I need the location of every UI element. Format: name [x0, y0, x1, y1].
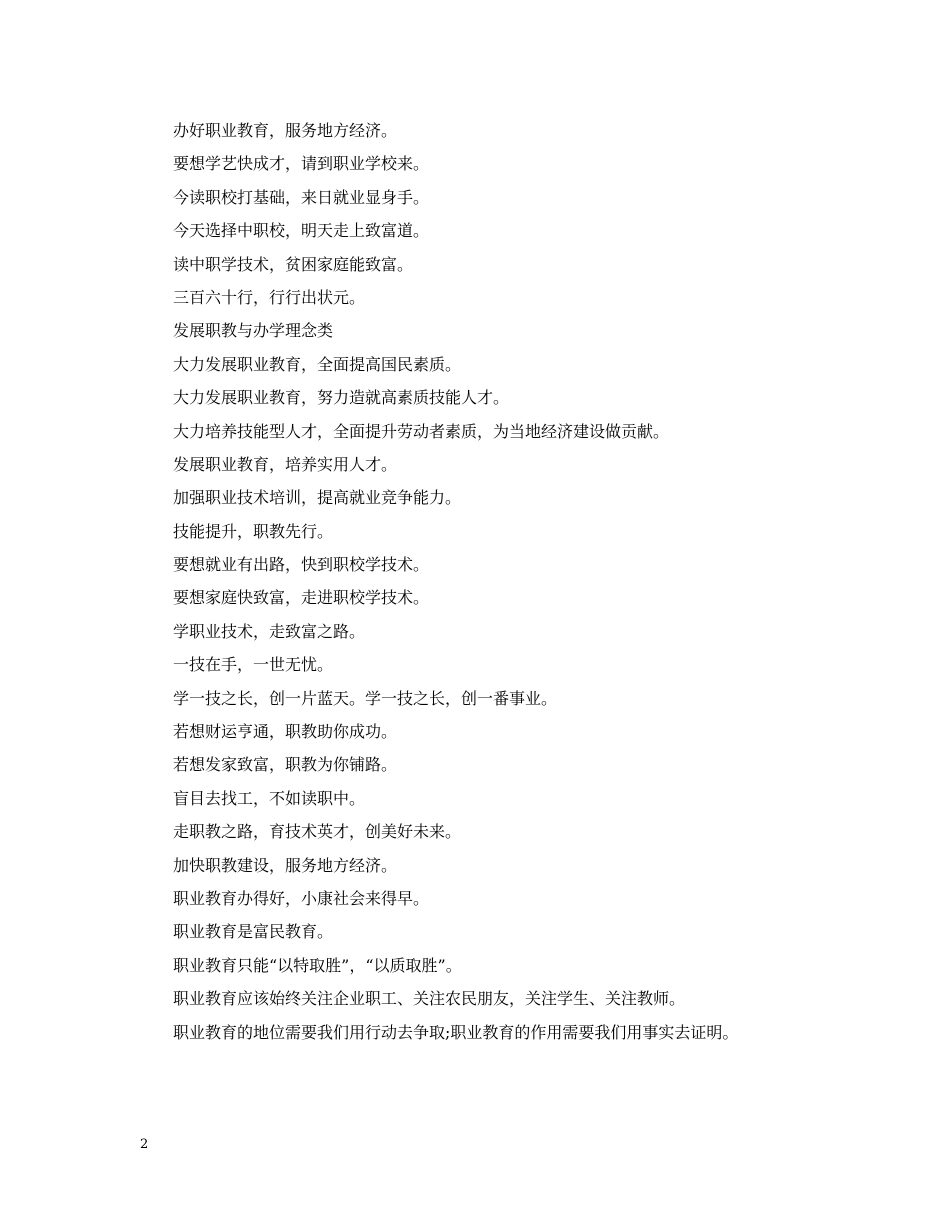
text-line: 读中职学技术，贫困家庭能致富。 — [173, 254, 414, 274]
text-line: 大力培养技能型人才，全面提升劳动者素质，为当地经济建设做贡献。 — [173, 421, 670, 441]
text-line: 办好职业教育，服务地方经济。 — [173, 121, 398, 140]
text-line: 盲目去找工，不如读职中。 — [173, 788, 366, 808]
text-line: 加强职业技术培训，提高就业竞争能力。 — [173, 488, 462, 508]
document-body — [140, 114, 810, 1049]
text-line: 今读职校打基础，来日就业显身手。 — [173, 187, 430, 207]
text-line: 一技在手，一世无忧。 — [173, 655, 334, 675]
text-line: 职业教育办得好，小康社会来得早。 — [173, 888, 430, 908]
text-line: 职业教育应该始终关注企业职工、关注农民朋友，关注学生、关注教师。 — [173, 989, 686, 1009]
text-line: 职业教育是富民教育。 — [173, 922, 334, 942]
text-line: 加快职教建设，服务地方经济。 — [173, 855, 398, 875]
page-number: 2 — [140, 1137, 149, 1152]
text-line: 走职教之路，育技术英才，创美好未来。 — [173, 822, 462, 842]
text-line: 要想家庭快致富，走进职校学技术。 — [173, 588, 430, 608]
text-line: 若想发家致富，职教为你铺路。 — [173, 755, 398, 775]
text-line: 大力发展职业教育，全面提高国民素质。 — [173, 354, 462, 374]
text-line: 发展职业教育，培养实用人才。 — [173, 454, 398, 474]
section-heading: 发展职教与办学理念类 — [173, 321, 334, 341]
text-line: 职业教育只能“以特取胜”，“以质取胜”。 — [173, 955, 462, 975]
text-line: 若想财运亨通，职教助你成功。 — [173, 722, 398, 742]
text-line: 学职业技术，走致富之路。 — [173, 621, 366, 641]
text-line: 三百六十行，行行出状元。 — [173, 287, 366, 307]
final-paragraph: 职业教育的地位需要我们用行动去争取;职业教育的作用需要我们用事实去证明。 — [173, 1022, 739, 1042]
text-line: 今天选择中职校，明天走上致富道。 — [173, 221, 430, 241]
text-line: 技能提升，职教先行。 — [173, 521, 334, 541]
text-line: 要想学艺快成才，请到职业学校来。 — [173, 154, 430, 174]
text-line: 大力发展职业教育，努力造就高素质技能人才。 — [173, 388, 510, 408]
text-line: 要想就业有出路，快到职校学技术。 — [173, 555, 430, 575]
text-line: 学一技之长，创一片蓝天。学一技之长，创一番事业。 — [173, 688, 558, 708]
